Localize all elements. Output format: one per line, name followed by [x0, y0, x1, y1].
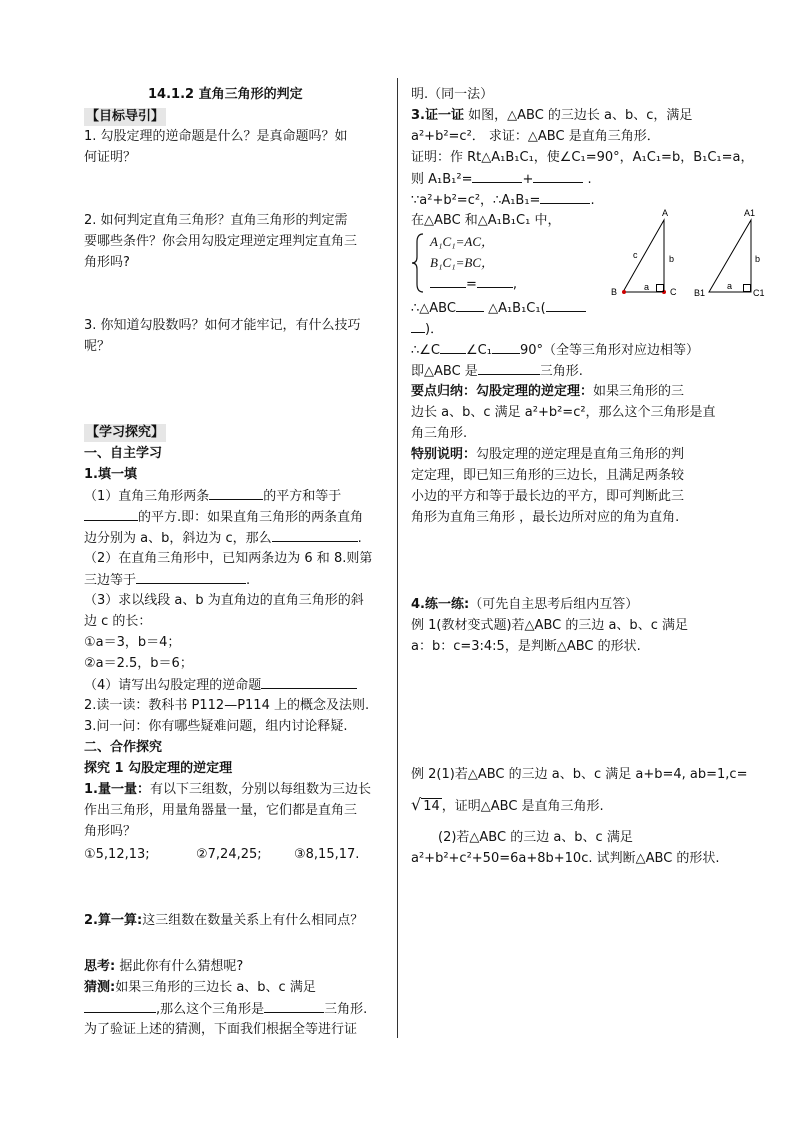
goal-header: 【目标导引】: [86, 109, 165, 124]
blank[interactable]: [546, 299, 586, 312]
section-1-heading: 一、自主学习: [84, 446, 163, 461]
blank[interactable]: [272, 529, 358, 542]
label-A: A: [662, 208, 669, 218]
brace-line-2: B₁C₁=BC，: [430, 255, 495, 270]
guess-c: 为了验证上述的猜测，下面我们根据全等进行证: [84, 1022, 358, 1037]
blank[interactable]: [533, 170, 583, 183]
blank[interactable]: [84, 1000, 156, 1013]
label-side-a1: a: [727, 281, 733, 291]
example-2-d: a²+b²+c²+50=6a+8b+10c. 试判断△ABC 的形状.: [411, 851, 720, 866]
explore-header: 【学习探究】: [86, 425, 165, 440]
blank[interactable]: [411, 320, 425, 333]
note-c: 小边的平方和等于最长边的平方，即可判断此三: [411, 489, 685, 504]
fill-1-b: 的平方.即：如果直角三角形的两条直角: [84, 508, 363, 527]
proof-a: 证明：作 Rt△A₁B₁C₁，使∠C₁=90°，A₁C₁=b，B₁C₁=a，: [411, 150, 754, 165]
right-continuation: 明.（同一法）: [411, 87, 494, 102]
blank[interactable]: [261, 676, 357, 689]
brace-line-3: = ,: [430, 275, 517, 294]
read-instruction: 2.读一读：教科书 P112—P114 上的概念及法则.: [84, 698, 370, 713]
conclusion-c: ∴∠C ∠C₁ 90°（全等三角形对应边相等）: [411, 343, 700, 358]
label-side-a: a: [644, 282, 650, 292]
question-1-a: 1. 勾股定理的逆命题是什么？是真命题吗？如: [84, 129, 348, 144]
label-side-b1: b: [755, 254, 761, 264]
number-group-1: ①5,12,13;: [84, 847, 150, 862]
proof-c: ∵a²+b²=c²，∴A₁B₁= .: [411, 193, 595, 208]
brace-line-1: A₁C₁=AC，: [430, 234, 495, 249]
number-group-3: ③8,15,17.: [294, 847, 360, 862]
conclusion-d: 即△ABC 是 三角形.: [411, 364, 583, 379]
measure-a: 1.量一量：有以下三组数，分别以每组数为三边长: [84, 782, 371, 797]
number-group-2: ②7,24,25;: [196, 847, 262, 862]
fill-2-a: （2）在直角三角形中，已知两条边为 6 和 8.则第: [84, 551, 373, 566]
blank[interactable]: [540, 191, 590, 204]
conclusion-b: )．: [411, 320, 443, 339]
practice-heading: 4.练一练:（可先自主思考后组内互答）: [411, 597, 639, 612]
blank[interactable]: [456, 299, 484, 312]
question-3-a: 3. 你知道勾股数吗？如何才能牢记，有什么技巧: [84, 318, 361, 333]
example-1-a: 例 1(教材变式题)若△ABC 的三边 a、b、c 满足: [411, 618, 688, 633]
label-side-c: c: [633, 250, 638, 260]
blank[interactable]: [440, 341, 466, 354]
blank[interactable]: [430, 275, 466, 288]
calc-question: 2.算一算:这三组数在数量关系上有什么相同点？: [84, 913, 364, 928]
left-brace: [411, 232, 425, 294]
label-B1: B1: [694, 288, 706, 298]
fill-1-c: 边分别为 a、b，斜边为 c，那么 .: [84, 531, 362, 546]
proof-d: 在△ABC 和△A₁B₁C₁ 中，: [411, 213, 561, 228]
right-angle-mark: [743, 284, 751, 292]
guess-b: ,那么这个三角形是 三角形.: [84, 1000, 367, 1019]
fill-3-c: ①a＝3，b＝4；: [84, 635, 181, 650]
probe-1-heading: 探究 1 勾股定理的逆定理: [84, 761, 233, 776]
question-2-b: 要哪些条件？你会用勾股定理逆定理判定直角三: [84, 234, 358, 249]
label-C: C: [670, 287, 677, 297]
fill-3-d: ②a＝2.5，b＝6；: [84, 656, 193, 671]
example-1-b: a：b：c=3:4:5，是判断△ABC 的形状.: [411, 639, 641, 654]
note-a: 特别说明：勾股定理的逆定理是直角三角形的判: [411, 447, 685, 462]
section-2-heading: 二、合作探究: [84, 740, 163, 755]
blank[interactable]: [136, 571, 246, 584]
measure-c: 角形吗？: [84, 824, 137, 839]
fill-3-b: 边 c 的长：: [84, 614, 152, 629]
fill-3-a: （3）求以线段 a、b 为直角边的直角三角形的斜: [84, 593, 364, 608]
label-side-b: b: [669, 254, 675, 264]
note-b: 定定理，即已知三角形的三边长，且满足两条较: [411, 468, 685, 483]
prove-b: a²+b²=c²． 求证：△ABC 是直角三角形．: [411, 129, 660, 144]
measure-b: 作出三角形，用量角器量一量，它们都是直角三: [84, 803, 358, 818]
question-3-b: 呢？: [84, 339, 111, 354]
question-1-b: 何证明？: [84, 150, 137, 165]
question-2-c: 角形吗?: [84, 255, 130, 270]
example-2-a: 例 2(1)若△ABC 的三边 a、b、c 满足 a+b=4, ab=1,c=: [411, 767, 748, 782]
label-C1: C1: [753, 288, 765, 298]
column-divider: [397, 78, 398, 1038]
blank[interactable]: [478, 362, 540, 375]
blank[interactable]: [264, 1000, 324, 1013]
fill-4: （4）请写出勾股定理的逆命题: [84, 676, 357, 695]
blank[interactable]: [209, 487, 263, 500]
right-angle-mark: [656, 284, 664, 292]
label-A1: A1: [744, 208, 756, 218]
label-B: B: [611, 287, 618, 297]
key-point-a: 要点归纳：勾股定理的逆定理：如果三角形的三: [411, 384, 685, 399]
question-2-a: 2. 如何判定直角三角形？直角三角形的判定需: [84, 213, 348, 228]
key-point-b: 边长 a、b、c 满足 a²+b²=c²，那么这个三角形是直: [411, 405, 716, 420]
blank[interactable]: [472, 170, 522, 183]
fill-1-a: （1）直角三角形两条 的平方和等于: [84, 489, 342, 504]
blank[interactable]: [492, 341, 520, 354]
fill-heading: 1.填一填: [84, 467, 137, 482]
guess-a: 猜测:如果三角形的三边长 a、b、c 满足: [84, 980, 316, 995]
prove-a: 3.证一证 如图，△ABC 的三边长 a、b、c，满足: [411, 108, 693, 123]
proof-b: 则 A₁B₁²= + .: [411, 172, 592, 187]
ask-instruction: 3.问一问：你有哪些疑难问题，组内讨论释疑.: [84, 719, 348, 734]
blank[interactable]: [477, 275, 513, 288]
example-2-b: √ 14 ，证明△ABC 是直角三角形.: [411, 795, 604, 814]
blank[interactable]: [84, 508, 138, 521]
page-title: 14.1.2 直角三角形的判定: [148, 87, 303, 102]
note-d: 角形为直角三角形 ，最长边所对应的角为直角.: [411, 510, 680, 525]
conclusion-a: ∴△ABC △A₁B₁C₁(: [411, 299, 586, 318]
vertex-b-point: [622, 290, 626, 294]
fill-2-b: 三边等于 .: [84, 573, 251, 588]
think-question: 思考: 据此你有什么猜想呢?: [84, 959, 244, 974]
example-2-c: (2)若△ABC 的三边 a、b、c 满足: [438, 830, 633, 845]
key-point-c: 角三角形.: [411, 426, 468, 441]
